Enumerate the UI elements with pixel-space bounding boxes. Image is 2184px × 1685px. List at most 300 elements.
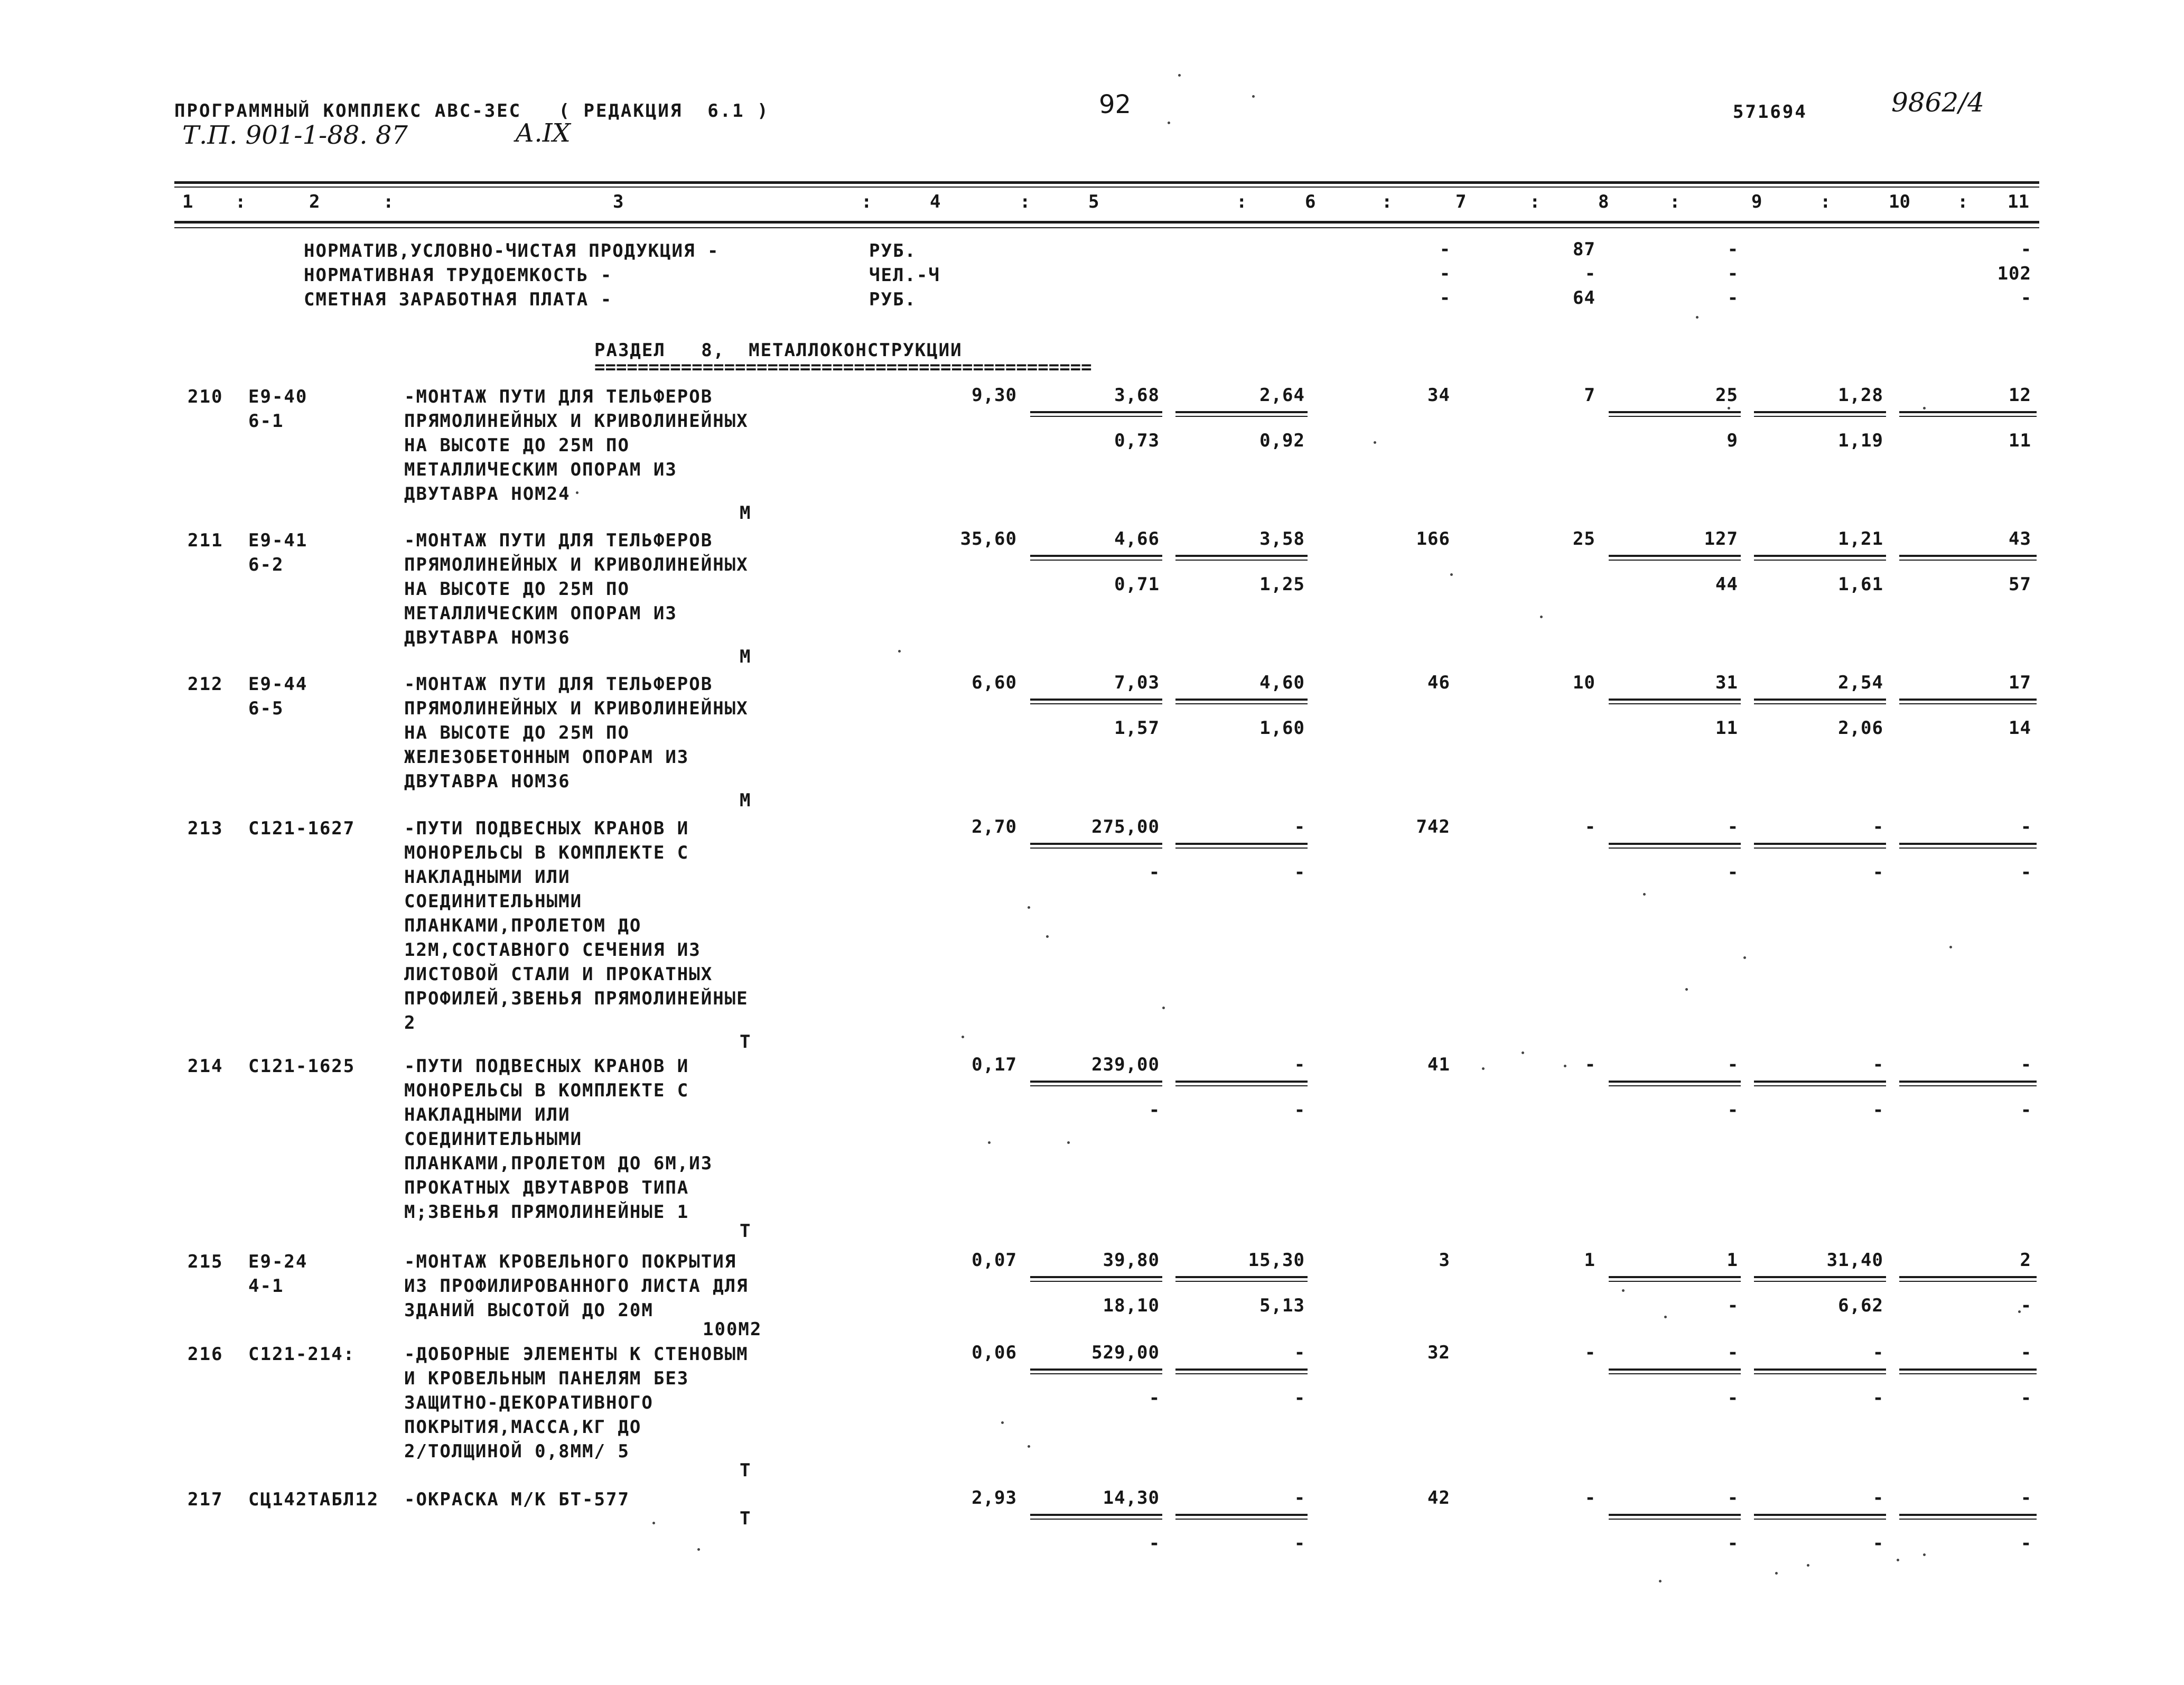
row-number: 212 [188, 674, 223, 695]
value-c5b: 0,71 [1114, 574, 1160, 595]
value-c11b: - [2020, 1100, 2032, 1121]
row-description-line: ДВУТАВРА НОМ24 [404, 483, 571, 505]
value-c11: - [2020, 1342, 2032, 1363]
row-description-line: НА ВЫСОТЕ ДО 25М ПО [404, 435, 630, 456]
row-description-line: ДВУТАВРА НОМ36 [404, 771, 571, 792]
value-divider-thin [1030, 560, 1162, 561]
scan-speck [1923, 1553, 1926, 1556]
scan-speck [2018, 1310, 2021, 1313]
value-c9b: 44 [1715, 574, 1738, 595]
value-c6: 4,60 [1259, 672, 1305, 693]
norm-value-c8: - [1584, 263, 1596, 284]
value-c11: 43 [2009, 528, 2031, 550]
value-c4: 6,60 [972, 672, 1017, 693]
value-c5b: - [1149, 1388, 1160, 1409]
value-divider-thin [1899, 416, 2037, 417]
value-divider [1754, 1276, 1886, 1278]
value-c10b: - [1872, 1100, 1884, 1121]
row-description-line: ИЗ ПРОФИЛИРОВАННОГО ЛИСТА ДЛЯ [404, 1276, 749, 1297]
value-c6: - [1294, 816, 1305, 837]
row-unit: Т [740, 1460, 752, 1481]
value-divider [1175, 1369, 1308, 1371]
value-c6: 3,58 [1259, 528, 1305, 550]
value-c9: - [1727, 1054, 1739, 1075]
scan-speck [962, 1036, 964, 1038]
value-c10b: 1,61 [1838, 574, 1883, 595]
value-c9: 127 [1704, 528, 1738, 550]
column-number: 2 [309, 191, 320, 212]
row-description-line: НАКЛАДНЫМИ ИЛИ [404, 1104, 571, 1125]
norm-value-c9: - [1727, 263, 1739, 284]
scan-speck [1001, 1421, 1004, 1424]
scan-speck [1728, 407, 1730, 409]
value-divider [1175, 1514, 1308, 1516]
value-divider-thin [1899, 1519, 2037, 1520]
value-c5b: 1,57 [1114, 718, 1160, 739]
value-c8: - [1584, 1487, 1596, 1509]
header-rule-bottom-thin [174, 227, 2039, 228]
value-divider-thin [1899, 703, 2037, 704]
value-c4: 0,06 [972, 1342, 1017, 1363]
row-unit: Т [740, 1508, 752, 1529]
scan-speck [1622, 1289, 1625, 1292]
value-c5: 529,00 [1091, 1342, 1160, 1363]
row-code: СЦ142ТАБЛ12 [248, 1489, 379, 1510]
value-c11: - [2020, 816, 2032, 837]
value-divider [1899, 843, 2037, 845]
value-divider [1609, 1369, 1741, 1371]
scan-speck [1178, 74, 1181, 77]
value-divider-thin [1754, 848, 1886, 849]
scan-speck [1028, 1445, 1030, 1448]
header-rule-top-thin [174, 187, 2039, 188]
row-code: С121-1627 [248, 818, 356, 839]
scan-speck [652, 1522, 655, 1524]
value-divider-thin [1754, 1281, 1886, 1282]
value-divider [1175, 699, 1308, 701]
value-divider [1899, 411, 2037, 413]
value-c7: 3 [1439, 1250, 1450, 1271]
value-divider [1609, 1276, 1741, 1278]
row-description-line: -МОНТАЖ ПУТИ ДЛЯ ТЕЛЬФЕРОВ [404, 386, 713, 407]
value-c4: 2,93 [972, 1487, 1017, 1509]
value-c11: - [2020, 1054, 2032, 1075]
value-c5: 4,66 [1114, 528, 1160, 550]
value-c11b: 11 [2009, 430, 2031, 451]
value-c6: 15,30 [1248, 1250, 1305, 1271]
value-c10b: - [1872, 862, 1884, 883]
row-description-line: СОЕДИНИТЕЛЬНЫМИ [404, 1129, 583, 1150]
value-c5: 39,80 [1103, 1250, 1160, 1271]
value-divider-thin [1754, 560, 1886, 561]
value-c9: - [1727, 1342, 1739, 1363]
column-number: : [1020, 191, 1031, 212]
row-description-line: -ПУТИ ПОДВЕСНЫХ КРАНОВ И [404, 818, 689, 839]
header-rule-bottom [174, 221, 2039, 224]
row-number: 210 [188, 386, 223, 407]
value-divider-thin [1754, 1373, 1886, 1374]
norm-label: НОРМАТИВ,УСЛОВНО-ЧИСТАЯ ПРОДУКЦИЯ - [304, 240, 720, 262]
value-c10b: 1,19 [1838, 430, 1883, 451]
value-divider [1609, 1081, 1741, 1083]
value-c11b: - [2020, 1388, 2032, 1409]
value-divider-thin [1030, 1281, 1162, 1282]
scan-speck [1067, 1141, 1070, 1144]
scan-speck [1775, 1572, 1778, 1575]
value-divider [1175, 411, 1308, 413]
value-c5b: 18,10 [1103, 1295, 1160, 1316]
row-code-sub: 4-1 [248, 1276, 284, 1297]
value-divider-thin [1609, 1519, 1741, 1520]
value-divider-thin [1175, 848, 1308, 849]
norm-value-c9: - [1727, 287, 1739, 309]
row-description-line: ЗАЩИТНО-ДЕКОРАТИВНОГО [404, 1392, 654, 1413]
program-title: ПРОГРАММНЫЙ КОМПЛЕКС АВС-ЗЕС ( РЕДАКЦИЯ 6.1 ) [174, 100, 770, 122]
value-c6: - [1294, 1342, 1305, 1363]
value-c6b: - [1294, 1388, 1305, 1409]
header-rule-top [174, 181, 2039, 184]
row-code: Е9-41 [248, 530, 308, 551]
value-c8: - [1584, 816, 1596, 837]
value-c10b: 2,06 [1838, 718, 1883, 739]
value-divider-thin [1030, 1085, 1162, 1086]
value-c9: 1 [1726, 1250, 1738, 1271]
column-number: : [1957, 191, 1968, 212]
row-number: 215 [188, 1251, 223, 1272]
value-c8: 10 [1573, 672, 1595, 693]
value-c6: 2,64 [1259, 385, 1305, 406]
value-divider [1609, 843, 1741, 845]
value-c11b: 57 [2009, 574, 2031, 595]
value-divider-thin [1609, 848, 1741, 849]
value-divider-thin [1899, 1085, 2037, 1086]
value-divider [1030, 1081, 1162, 1083]
value-divider [1754, 699, 1886, 701]
value-c5: 14,30 [1103, 1487, 1160, 1509]
row-description-line: МОНОРЕЛЬСЫ В КОМПЛЕКТЕ С [404, 842, 689, 863]
handwritten-project-code: Т.П. 901-1-88. 87 [182, 120, 408, 150]
value-c4: 9,30 [972, 385, 1017, 406]
value-c8: 25 [1573, 528, 1595, 550]
scan-speck [1564, 1065, 1566, 1067]
value-c7: 41 [1427, 1054, 1450, 1075]
value-c9: - [1727, 816, 1739, 837]
value-divider-thin [1609, 703, 1741, 704]
row-description-line: СОЕДИНИТЕЛЬНЫМИ [404, 891, 583, 912]
value-divider-thin [1030, 1373, 1162, 1374]
value-c7: 166 [1416, 528, 1450, 550]
value-divider-thin [1899, 1281, 2037, 1282]
row-description-line: 2/ТОЛЩИНОЙ 0,8ММ/ 5 [404, 1441, 630, 1462]
column-number: : [235, 191, 246, 212]
value-c7: 42 [1427, 1487, 1450, 1509]
handwritten-album: А.IX [515, 118, 571, 148]
value-divider-thin [1609, 1085, 1741, 1086]
value-c11b: - [2020, 862, 2032, 883]
value-c9: 25 [1715, 385, 1738, 406]
norm-value-c11: - [2020, 239, 2032, 260]
value-divider-thin [1754, 703, 1886, 704]
value-divider [1899, 1369, 2037, 1371]
value-c10b: - [1872, 1533, 1884, 1554]
column-number: 6 [1305, 191, 1316, 212]
value-c9b: 9 [1726, 430, 1738, 451]
row-description-line: ЗДАНИЙ ВЫСОТОЙ ДО 20М [404, 1300, 654, 1321]
norm-unit: РУБ. [869, 240, 917, 262]
value-c4: 0,07 [972, 1250, 1017, 1271]
column-number: : [1669, 191, 1681, 212]
value-divider-thin [1030, 848, 1162, 849]
scan-speck [1897, 1559, 1899, 1561]
column-number: : [1820, 191, 1831, 212]
value-divider [1754, 1369, 1886, 1371]
column-number: : [1236, 191, 1247, 212]
row-description-line: -МОНТАЖ КРОВЕЛЬНОГО ПОКРЫТИЯ [404, 1251, 737, 1272]
scan-speck [1643, 893, 1646, 896]
value-divider-thin [1175, 703, 1308, 704]
column-number: : [383, 191, 394, 212]
norm-value-c7: - [1439, 239, 1451, 260]
row-code-sub: 6-2 [248, 554, 284, 575]
value-c11b: - [2020, 1295, 2032, 1316]
value-divider-thin [1754, 416, 1886, 417]
scan-speck [1949, 946, 1952, 948]
value-c10b: 6,62 [1838, 1295, 1883, 1316]
value-divider [1030, 1369, 1162, 1371]
scan-speck [988, 1141, 991, 1144]
value-c4: 35,60 [960, 528, 1017, 550]
norm-label: НОРМАТИВНАЯ ТРУДОЕМКОСТЬ - [304, 265, 613, 286]
row-description-line: ПРЯМОЛИНЕЙНЫХ И КРИВОЛИНЕЙНЫХ [404, 554, 749, 575]
column-number: 3 [613, 191, 624, 212]
value-c5: 275,00 [1091, 816, 1160, 837]
value-c6b: 5,13 [1259, 1295, 1305, 1316]
value-c10: - [1872, 816, 1884, 837]
row-description-line: И КРОВЕЛЬНЫМ ПАНЕЛЯМ БЕЗ [404, 1368, 689, 1389]
norm-value-c11: 102 [1997, 263, 2031, 284]
scan-speck [1696, 316, 1698, 319]
scan-speck [1743, 956, 1746, 959]
value-divider [1175, 1081, 1308, 1083]
value-c10: - [1872, 1054, 1884, 1075]
value-c10: - [1872, 1342, 1884, 1363]
value-c10: - [1872, 1487, 1884, 1509]
row-code: Е9-44 [248, 674, 308, 695]
value-c9b: 11 [1715, 718, 1738, 739]
norm-value-c9: - [1727, 239, 1739, 260]
value-c6b: 0,92 [1259, 430, 1305, 451]
value-c5b: - [1149, 862, 1160, 883]
row-code: Е9-24 [248, 1251, 308, 1272]
value-c11: 17 [2009, 672, 2031, 693]
value-c9b: - [1727, 862, 1739, 883]
value-c10b: - [1872, 1388, 1884, 1409]
scan-speck [1807, 1564, 1809, 1567]
value-c9b: - [1727, 1388, 1739, 1409]
column-number: 5 [1088, 191, 1099, 212]
scan-speck [1374, 441, 1376, 444]
row-description-line: -МОНТАЖ ПУТИ ДЛЯ ТЕЛЬФЕРОВ [404, 530, 713, 551]
row-description-line: ПЛАНКАМИ,ПРОЛЕТОМ ДО [404, 915, 642, 936]
norm-value-c8: 87 [1573, 239, 1595, 260]
value-divider [1609, 1514, 1741, 1516]
value-divider-thin [1175, 560, 1308, 561]
row-description-line: -ПУТИ ПОДВЕСНЫХ КРАНОВ И [404, 1056, 689, 1077]
row-description-line: -МОНТАЖ ПУТИ ДЛЯ ТЕЛЬФЕРОВ [404, 674, 713, 695]
value-c5b: - [1149, 1100, 1160, 1121]
value-c7: 34 [1427, 385, 1450, 406]
value-divider [1030, 1514, 1162, 1516]
column-number: 10 [1889, 191, 1910, 212]
value-divider-thin [1030, 1519, 1162, 1520]
value-c7: 46 [1427, 672, 1450, 693]
column-number: : [861, 191, 872, 212]
handwritten-sheet-number: 9862/4 [1891, 87, 1984, 118]
value-divider [1609, 555, 1741, 557]
value-divider [1030, 555, 1162, 557]
row-unit: М [740, 790, 752, 811]
row-number: 213 [188, 818, 223, 839]
scan-speck [1028, 906, 1030, 909]
scan-speck [1685, 988, 1688, 991]
row-description-line: ЛИСТОВОЙ СТАЛИ И ПРОКАТНЫХ [404, 964, 713, 985]
value-c4: 2,70 [972, 816, 1017, 837]
row-description-line: МЕТАЛЛИЧЕСКИМ ОПОРАМ ИЗ [404, 459, 677, 480]
value-c6b: 1,60 [1259, 718, 1305, 739]
row-unit: Т [740, 1031, 752, 1053]
value-divider-thin [1899, 848, 2037, 849]
column-number: 11 [2008, 191, 2029, 212]
value-c8: 1 [1584, 1250, 1595, 1271]
row-number: 216 [188, 1344, 223, 1365]
value-divider [1754, 555, 1886, 557]
value-divider [1899, 699, 2037, 701]
row-code: С121-214: [248, 1344, 356, 1365]
value-divider [1609, 411, 1741, 413]
scan-speck [1162, 1007, 1165, 1009]
scan-speck [1522, 1051, 1524, 1054]
row-description-line: ПРЯМОЛИНЕЙНЫХ И КРИВОЛИНЕЙНЫХ [404, 698, 749, 719]
value-divider-thin [1175, 1085, 1308, 1086]
value-divider-thin [1754, 1519, 1886, 1520]
row-code: С121-1625 [248, 1056, 356, 1077]
value-divider-thin [1175, 416, 1308, 417]
value-c5b: - [1149, 1533, 1160, 1554]
value-c5b: 0,73 [1114, 430, 1160, 451]
scan-speck [1923, 407, 1926, 409]
value-divider [1899, 1514, 2037, 1516]
value-divider-thin [1030, 703, 1162, 704]
scan-speck [576, 491, 578, 494]
row-unit: Т [740, 1221, 752, 1242]
value-divider [1609, 699, 1741, 701]
row-unit: М [740, 502, 752, 524]
row-number: 214 [188, 1056, 223, 1077]
row-description-line: НА ВЫСОТЕ ДО 25М ПО [404, 579, 630, 600]
value-divider-thin [1175, 1281, 1308, 1282]
value-divider [1175, 1276, 1308, 1278]
value-c8: - [1584, 1342, 1596, 1363]
value-divider [1754, 843, 1886, 845]
row-description-line: НА ВЫСОТЕ ДО 25М ПО [404, 722, 630, 743]
norm-unit: РУБ. [869, 289, 917, 310]
value-c10: 1,28 [1838, 385, 1883, 406]
scan-speck [697, 1548, 700, 1551]
value-c6b: - [1294, 1533, 1305, 1554]
row-description-line: -ОКРАСКА М/К БТ-577 [404, 1489, 630, 1510]
value-divider [1754, 1081, 1886, 1083]
value-c5: 7,03 [1114, 672, 1160, 693]
row-description-line: ПРОКАТНЫХ ДВУТАВРОВ ТИПА [404, 1177, 689, 1198]
column-number: : [1529, 191, 1541, 212]
scan-speck [1168, 122, 1170, 124]
norm-label: СМЕТНАЯ ЗАРАБОТНАЯ ПЛАТА - [304, 289, 613, 310]
row-description-line: МЕТАЛЛИЧЕСКИМ ОПОРАМ ИЗ [404, 603, 677, 624]
value-c4: 0,17 [972, 1054, 1017, 1075]
value-c10: 2,54 [1838, 672, 1883, 693]
value-divider-thin [1609, 1373, 1741, 1374]
value-divider-thin [1609, 1281, 1741, 1282]
value-c11: - [2020, 1487, 2032, 1509]
value-c11: 2 [2020, 1250, 2031, 1271]
row-code: Е9-40 [248, 386, 308, 407]
value-c9b: - [1727, 1100, 1739, 1121]
document-code: 571694 [1733, 101, 1807, 123]
value-divider [1030, 411, 1162, 413]
value-divider-thin [1754, 1085, 1886, 1086]
column-number: 8 [1598, 191, 1609, 212]
row-code-sub: 6-1 [248, 411, 284, 432]
norm-unit: ЧЕЛ.-Ч [869, 265, 940, 286]
row-description-line: -ДОБОРНЫЕ ЭЛЕМЕНТЫ К СТЕНОВЫМ [404, 1344, 749, 1365]
scan-speck [1450, 573, 1453, 576]
column-number: 7 [1455, 191, 1467, 212]
norm-value-c7: - [1439, 287, 1451, 309]
value-divider [1899, 1276, 2037, 1278]
value-c11b: - [2020, 1533, 2032, 1554]
value-c5: 3,68 [1114, 385, 1160, 406]
value-divider [1754, 1514, 1886, 1516]
norm-value-c11: - [2020, 287, 2032, 309]
value-c11b: 14 [2009, 718, 2031, 739]
value-c7: 32 [1427, 1342, 1450, 1363]
value-c6b: - [1294, 1100, 1305, 1121]
value-c6b: 1,25 [1259, 574, 1305, 595]
value-divider-thin [1030, 416, 1162, 417]
column-number: 4 [930, 191, 941, 212]
value-divider-thin [1899, 560, 2037, 561]
value-c5: 239,00 [1091, 1054, 1160, 1075]
value-divider [1175, 555, 1308, 557]
page-number: 92 [1099, 90, 1132, 119]
scan-speck [1482, 1067, 1485, 1070]
value-divider-thin [1609, 416, 1741, 417]
scan-speck [898, 650, 901, 653]
value-divider [1030, 843, 1162, 845]
value-divider-thin [1175, 1373, 1308, 1374]
value-divider-thin [1609, 560, 1741, 561]
value-c6: - [1294, 1487, 1305, 1509]
column-number: 1 [182, 191, 193, 212]
norm-value-c8: 64 [1573, 287, 1595, 309]
scan-speck [1664, 1316, 1667, 1318]
value-divider [1030, 1276, 1162, 1278]
row-description-line: ПРОФИЛЕЙ,ЗВЕНЬЯ ПРЯМОЛИНЕЙНЫЕ [404, 988, 749, 1009]
value-c10: 31,40 [1826, 1250, 1883, 1271]
scan-speck [1252, 95, 1255, 98]
value-divider [1899, 555, 2037, 557]
column-number: 9 [1751, 191, 1762, 212]
